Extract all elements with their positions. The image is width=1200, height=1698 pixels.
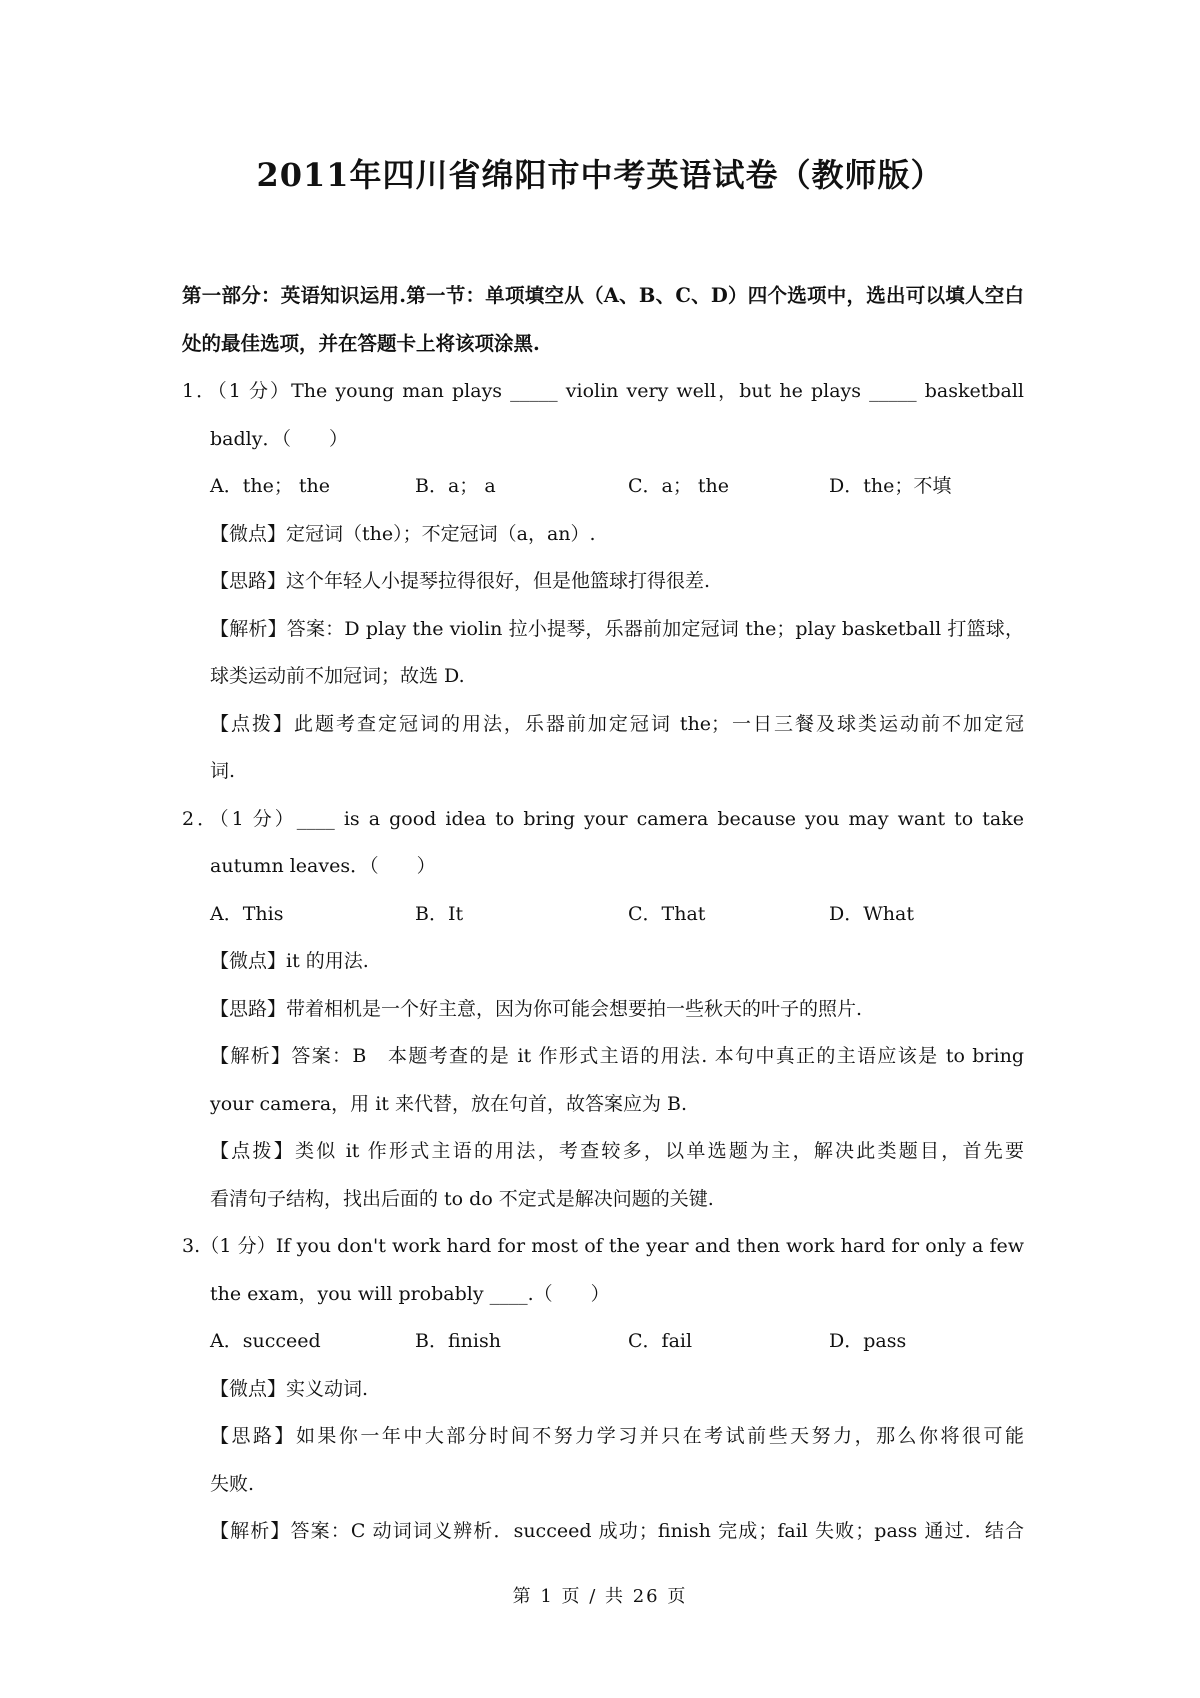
q2-tip-line2: 看清句子结构，找出后面的 to do 不定式是解决问题的关键. [210, 1187, 714, 1210]
q1-analysis-line1: 【解析】答案：D play the violin 拉小提琴，乐器前加定冠词 the；play basketball 打篮球， [210, 617, 1024, 640]
q3-analysis-line1: 【解析】答案：C 动词词义辨析．succeed 成功；finish 完成；fail 失败；pass 通过．结合 [210, 1520, 1024, 1542]
q3-stem-line2: the exam，you will probably ____.（ ） [210, 1282, 610, 1305]
page-footer: 第 1 页 / 共 26 页 [512, 1586, 688, 1607]
q2-idea: 【思路】带着相机是一个好主意，因为你可能会想要拍一些秋天的叶子的照片. [210, 997, 863, 1020]
q3-idea-line2: 失败. [210, 1472, 255, 1495]
q2-stem-line2: autumn leaves．（ ） [210, 855, 436, 877]
q1-options [182, 463, 1024, 511]
q1-option-c[interactable]: C．a； the [628, 475, 730, 497]
q3-option-c[interactable]: C．fail [628, 1330, 693, 1352]
question-list [182, 368, 1024, 1556]
q1-point: 【微点】定冠词（the）；不定冠词（a，an）. [210, 522, 596, 545]
q2-point: 【微点】it 的用法. [210, 950, 369, 972]
q3-option-d[interactable]: D．pass [829, 1330, 907, 1352]
q2-option-c[interactable]: C．That [628, 902, 706, 925]
q2-analysis-line2: your camera，用 it 来代替，放在句首，故答案应为 B. [210, 1092, 688, 1115]
q1-option-b[interactable]: B．a； a [415, 475, 496, 497]
q2-option-b[interactable]: B．It [415, 902, 464, 925]
q1-option-d[interactable]: D．the；不填 [829, 475, 952, 497]
q3-option-a[interactable]: A．succeed [210, 1330, 321, 1352]
q3-point: 【微点】实义动词. [210, 1377, 369, 1400]
section-heading: 第一部分：英语知识运用.第一节：单项填空从（A、B、C、D）四个选项中，选出可以填人空白处的最佳选项，并在答题卡上将该项涂黑. [182, 284, 1024, 355]
q2-stem-line1: 2．（1 分）____ is a good idea to bring your camera because you may want to take [182, 807, 1024, 830]
q3-options [182, 1318, 1024, 1366]
q1-analysis-line2: 球类运动前不加冠词；故选 D. [210, 665, 465, 687]
q1-idea: 【思路】这个年轻人小提琴拉得很好，但是他篮球打得很差. [210, 570, 711, 592]
q1-tip-line1: 【点拨】此题考查定冠词的用法，乐器前加定冠词 the；一日三餐及球类运动前不加定冠 [210, 712, 1024, 735]
q2-option-a[interactable]: A．This [210, 902, 284, 925]
q2-option-d[interactable]: D．What [829, 902, 914, 925]
q1-stem-line1: 1．（1 分）The young man plays _____ violin very well，but he plays _____ basketball [182, 380, 1024, 402]
q1-tip-line2: 词. [210, 760, 236, 782]
q1-stem-line2: badly．（ ） [210, 427, 348, 450]
q2-analysis-line1: 【解析】答案：B 本题考查的是 it 作形式主语的用法. 本句中真正的主语应该是 to bring [210, 1045, 1024, 1067]
q2-options [182, 891, 1024, 939]
q2-tip-line1: 【点拨】类似 it 作形式主语的用法，考查较多，以单选题为主，解决此类题目，首先要 [210, 1140, 1024, 1162]
q3-stem-line1: 3.（1 分）If you don't work hard for most of the year and then work hard for only a few [182, 1235, 1024, 1257]
q1-option-a[interactable]: A．the； the [210, 475, 330, 497]
page-title: 2011年四川省绵阳市中考英语试卷（教师版） [256, 156, 944, 194]
q3-idea-line1: 【思路】如果你一年中大部分时间不努力学习并只在考试前些天努力，那么你将很可能 [210, 1425, 1024, 1447]
q3-option-b[interactable]: B．finish [415, 1330, 501, 1352]
